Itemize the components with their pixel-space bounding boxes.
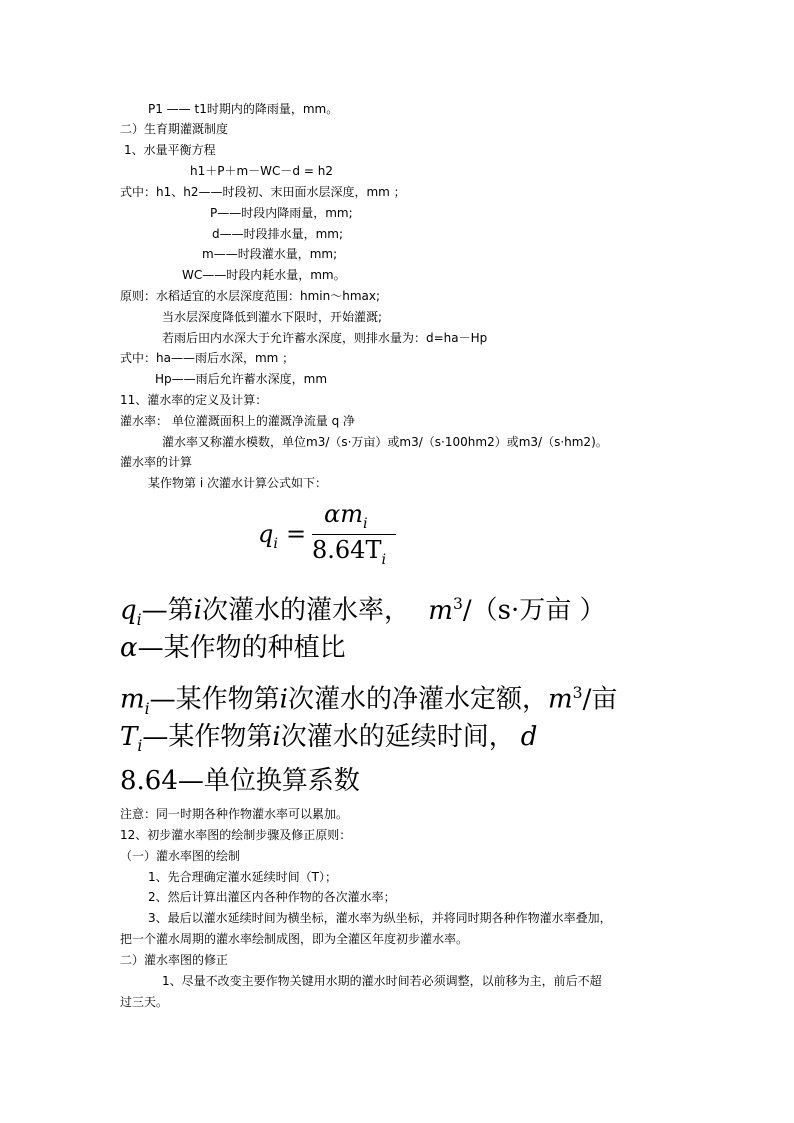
text-line: 原则：水稻适宜的水层深度范围：hmin～hmax; xyxy=(120,289,381,303)
text-line: 灌水率又称灌水模数，单位m3/（s·万亩）或m3/（s·100hm2）或m3/（s·hm2)。 xyxy=(162,435,608,449)
text-line: WC——时段内耗水量，mm。 xyxy=(182,268,346,282)
definition-coefficient: 8.64—单位换算系数 xyxy=(120,766,360,796)
text-line: 若雨后田内水深大于允许蓄水深度，则排水量为：d=ha－Hp xyxy=(162,331,488,345)
section-heading: 二）生育期灌溉制度 xyxy=(120,122,229,136)
text-line: d——时段排水量，mm; xyxy=(212,227,344,241)
text-line: Hp——雨后允许蓄水深度，mm xyxy=(155,372,328,386)
fraction-bar xyxy=(312,534,396,535)
text-line: 某作物第 i 次灌水计算公式如下： xyxy=(148,476,327,490)
formula-numerator: $\alpha m_i$ xyxy=(324,500,368,532)
definition-q: $q_i—$第i次灌水的灌水率， $m^3/(s\cdot$万亩 ） xyxy=(120,595,606,629)
text-line: P——时段内降雨量，mm; xyxy=(210,206,353,220)
text-line: 3、最后以灌水延续时间为横坐标，灌水率为纵坐标，并将同时期各种作物灌水率叠加， xyxy=(148,911,612,925)
text-line: 式中：ha——雨后水深，mm ； xyxy=(120,351,295,365)
section-heading: 12、初步灌水率图的绘制步骤及修正原则： xyxy=(120,828,352,842)
definition-m: $m_i—$某作物第i次灌水的净灌水定额，$m^3/$亩 xyxy=(120,684,618,718)
definition-alpha: α—某作物的种植比 xyxy=(120,633,346,663)
formula-block xyxy=(258,500,398,574)
formula-lhs: $q_i$ xyxy=(258,520,278,552)
text-line: 把一个灌水周期的灌水率绘制成图，即为全灌区年度初步灌水率。 xyxy=(120,932,469,946)
subsection-heading: 1、水量平衡方程 xyxy=(124,143,216,157)
subsection-heading: 灌水率的计算 xyxy=(120,455,193,469)
text-line: 式中：h1、h2——时段初、末田面水层深度，mm ； xyxy=(120,185,406,199)
text-line: 灌水率： 单位灌溉面积上的灌溉净流量 q 净 xyxy=(120,414,356,428)
text-line: 1、尽量不改变主要作物关键用水期的灌水时间若必须调整，以前移为主，前后不超 xyxy=(162,974,602,988)
text-line: m——时段灌水量，mm; xyxy=(202,247,338,261)
formula-denominator: $8.64T_i$ xyxy=(312,536,387,568)
formula-equals: = xyxy=(286,520,307,548)
subsection-heading: （一）灌水率图的绘制 xyxy=(120,849,241,863)
definition-t: $T_i—$某作物第i次灌水的延续时间， d xyxy=(120,722,538,756)
text-line: P1 —— t1时期内的降雨量，mm。 xyxy=(148,102,339,116)
note-line: 注意：同一时期各种作物灌水率可以累加。 xyxy=(120,807,349,821)
text-line: 1、先合理确定灌水延续时间（T）； xyxy=(148,870,337,884)
subsection-heading: 二）灌水率图的修正 xyxy=(120,953,229,967)
section-heading: 11、灌水率的定义及计算： xyxy=(120,393,268,407)
text-line: 2、然后计算出灌区内各种作物的各次灌水率； xyxy=(148,890,396,904)
text-line: 当水层深度降低到灌水下限时，开始灌溉; xyxy=(162,310,383,324)
text-line: 过三天。 xyxy=(120,995,169,1009)
equation-line: h1＋P＋m－WC－d = h2 xyxy=(190,164,333,178)
